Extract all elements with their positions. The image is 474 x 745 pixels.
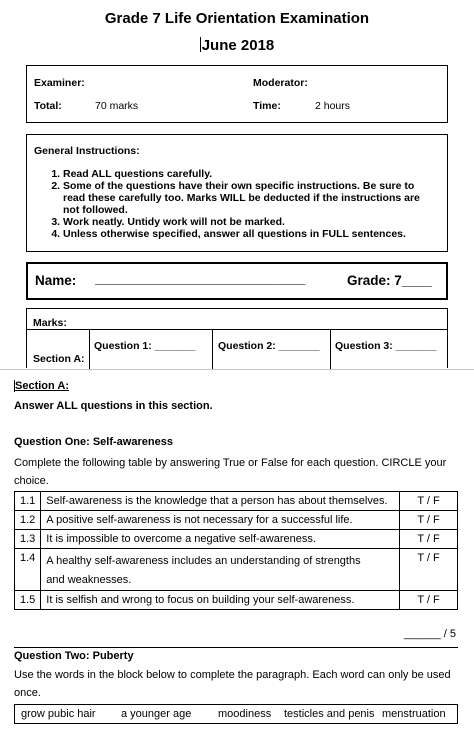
row-statement: A healthy self-awareness includes an understanding of strengths and weaknesses. (41, 549, 400, 591)
true-false-choice[interactable]: T / F (400, 492, 458, 511)
marks-question-2[interactable]: Question 2: _______ (218, 340, 320, 352)
word-bank-item: moodiness (218, 708, 272, 720)
row-number: 1.1 (15, 492, 41, 511)
marks-label: Marks: (33, 317, 67, 329)
total-label: Total: (34, 100, 62, 112)
question-divider (14, 647, 458, 648)
word-bank-item: menstruation (382, 708, 446, 720)
section-a-heading-text: Section A: (15, 380, 69, 392)
true-false-choice[interactable]: T / F (400, 511, 458, 530)
marks-col-divider (330, 329, 331, 369)
true-false-table (14, 491, 458, 610)
exam-info-box (26, 65, 448, 123)
question-one-instruction-cont: choice. (14, 475, 49, 487)
table-row (15, 492, 458, 511)
question-one-heading: Question One: Self-awareness (14, 436, 173, 448)
row-statement: Self-awareness is the knowledge that a person has about themselves. (41, 492, 400, 511)
section-a-heading (14, 380, 69, 392)
marks-divider (27, 329, 447, 330)
time-value: 2 hours (315, 100, 351, 112)
exam-date: June 2018 (201, 37, 275, 54)
grade-label[interactable]: Grade: 7____ (347, 273, 432, 288)
instructions-heading: General Instructions: (34, 145, 140, 157)
row-statement: A positive self-awareness is not necessary for a successful life. (41, 511, 400, 530)
student-details-box (26, 262, 448, 300)
instruction-item: 1. Read ALL questions carefully. (63, 168, 439, 180)
marks-col-divider (212, 329, 213, 369)
total-value: 70 marks (95, 100, 139, 112)
moderator-label: Moderator: (253, 77, 308, 89)
table-row (15, 591, 458, 610)
row-number: 1.2 (15, 511, 41, 530)
word-bank-box (14, 704, 458, 724)
general-instructions-box (26, 134, 448, 252)
question-one-score[interactable]: ______ / 5 (404, 628, 456, 640)
text-cursor (200, 37, 201, 52)
page-break (0, 369, 474, 370)
exam-title: Grade 7 Life Orientation Examination (104, 10, 370, 27)
row-statement: It is impossible to overcome a negative self-awareness. (41, 530, 400, 549)
word-bank-item: testicles and penis (284, 708, 375, 720)
exam-date-line (0, 37, 474, 54)
name-line[interactable]: ____________________________ (95, 271, 306, 286)
instruction-item: 4. Unless otherwise specified, answer all questions in FULL sentences. (63, 228, 439, 240)
time-label: Time: (253, 100, 281, 112)
name-label: Name: (35, 273, 77, 288)
table-row (15, 530, 458, 549)
examiner-label: Examiner: (34, 77, 85, 89)
question-two-instruction: Use the words in the block below to complete the paragraph. Each word can only be used (14, 669, 451, 681)
row-statement: It is selfish and wrong to focus on building your self-awareness. (41, 591, 400, 610)
marks-question-1[interactable]: Question 1: _______ (94, 340, 196, 352)
instruction-item: 2. Some of the questions have their own specific instructions. Be sure to read these carefully too. Marks WILL be deducted if the instructions are not followed. (63, 180, 439, 216)
marks-box (26, 308, 448, 368)
word-bank-item: a younger age (121, 708, 192, 720)
true-false-choice[interactable]: T / F (400, 549, 458, 591)
marks-question-3[interactable]: Question 3: _______ (335, 340, 437, 352)
true-false-choice[interactable]: T / F (400, 591, 458, 610)
question-two-instruction-cont: once. (14, 687, 41, 699)
instructions-list (27, 168, 439, 240)
question-two-heading: Question Two: Puberty (14, 650, 134, 662)
row-number: 1.5 (15, 591, 41, 610)
instruction-item: 3. Work neatly. Untidy work will not be marked. (63, 216, 439, 228)
true-false-choice[interactable]: T / F (400, 530, 458, 549)
word-bank-item: grow pubic hair (21, 708, 96, 720)
table-row (15, 511, 458, 530)
marks-col-divider (89, 329, 90, 369)
question-one-instruction: Complete the following table by answering True or False for each question. CIRCLE your (14, 457, 447, 469)
row-number: 1.3 (15, 530, 41, 549)
marks-section-label: Section A: (33, 353, 85, 365)
section-a-instruction: Answer ALL questions in this section. (14, 400, 213, 412)
row-number: 1.4 (15, 549, 41, 591)
table-row (15, 549, 458, 591)
